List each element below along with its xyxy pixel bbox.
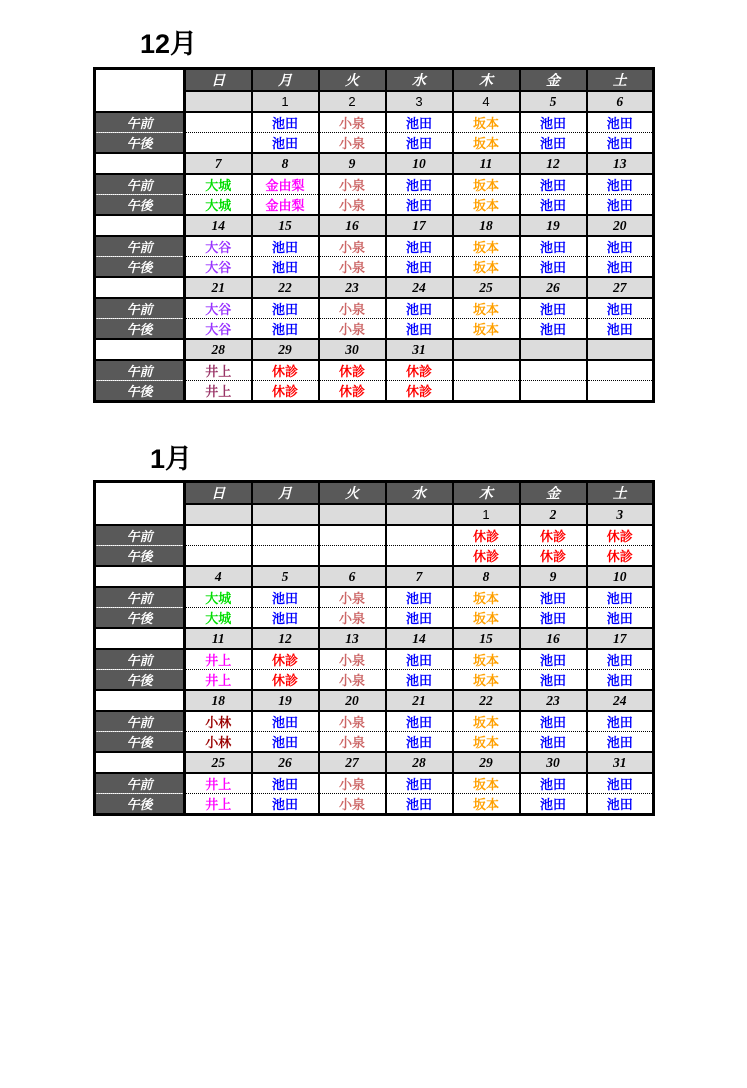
schedule-cell: 池田 — [587, 195, 654, 216]
date-cell: 29 — [252, 339, 319, 360]
schedule-cell: 池田 — [587, 649, 654, 670]
schedule-cell: 池田 — [587, 670, 654, 691]
schedule-cell: 坂本 — [453, 608, 520, 629]
date-cell — [453, 339, 520, 360]
schedule-cell: 小林 — [185, 711, 252, 732]
date-cell: 6 — [587, 91, 654, 112]
date-cell: 28 — [386, 752, 453, 773]
schedule-cell — [386, 546, 453, 567]
week-label-cell — [95, 339, 185, 360]
schedule-body — [95, 69, 654, 402]
schedule-cell: 池田 — [587, 133, 654, 154]
schedule-table — [93, 480, 655, 816]
schedule-cell: 坂本 — [453, 711, 520, 732]
pm-label: 午後 — [95, 608, 185, 629]
date-cell: 6 — [319, 566, 386, 587]
pm-label: 午後 — [95, 257, 185, 278]
pm-label: 午後 — [95, 319, 185, 340]
schedule-cell: 池田 — [520, 773, 587, 794]
am-row — [95, 112, 654, 133]
date-cell: 3 — [386, 91, 453, 112]
date-cell: 31 — [587, 752, 654, 773]
date-row — [95, 153, 654, 174]
am-row — [95, 773, 654, 794]
schedule-cell: 小泉 — [319, 649, 386, 670]
schedule-cell: 小泉 — [319, 236, 386, 257]
schedule-cell: 池田 — [252, 319, 319, 340]
am-row — [95, 174, 654, 195]
date-cell: 15 — [453, 628, 520, 649]
schedule-cell: 小林 — [185, 732, 252, 753]
schedule-cell — [520, 360, 587, 381]
date-cell — [185, 504, 252, 525]
schedule-cell: 休診 — [252, 649, 319, 670]
schedule-cell: 坂本 — [453, 670, 520, 691]
schedule-cell: 坂本 — [453, 112, 520, 133]
date-cell: 7 — [185, 153, 252, 174]
week-label-cell — [95, 752, 185, 773]
schedule-cell: 休診 — [386, 381, 453, 402]
schedule-cell — [587, 381, 654, 402]
schedule-cell: 池田 — [520, 112, 587, 133]
day-header: 金 — [520, 482, 587, 505]
schedule-cell: 池田 — [520, 133, 587, 154]
schedule-cell: 小泉 — [319, 794, 386, 815]
schedule-cell — [319, 525, 386, 546]
pm-label: 午後 — [95, 794, 185, 815]
date-cell: 23 — [520, 690, 587, 711]
date-row — [95, 628, 654, 649]
schedule-cell — [453, 360, 520, 381]
am-label: 午前 — [95, 360, 185, 381]
schedule-cell: 小泉 — [319, 112, 386, 133]
schedule-cell: 池田 — [587, 711, 654, 732]
week-label-cell — [95, 628, 185, 649]
schedule-cell: 池田 — [386, 711, 453, 732]
schedule-cell: 井上 — [185, 794, 252, 815]
schedule-cell: 休診 — [252, 381, 319, 402]
schedule-cell: 大谷 — [185, 319, 252, 340]
day-header: 木 — [453, 482, 520, 505]
week-label-cell — [95, 690, 185, 711]
date-cell: 17 — [587, 628, 654, 649]
day-header: 金 — [520, 69, 587, 92]
date-row — [95, 215, 654, 236]
schedule-cell — [252, 546, 319, 567]
date-cell: 5 — [252, 566, 319, 587]
pm-label: 午後 — [95, 546, 185, 567]
date-cell: 24 — [587, 690, 654, 711]
schedule-cell: 坂本 — [453, 587, 520, 608]
am-row — [95, 587, 654, 608]
schedule-cell: 池田 — [252, 587, 319, 608]
am-row — [95, 298, 654, 319]
schedule-cell: 井上 — [185, 649, 252, 670]
schedule-cell: 休診 — [453, 525, 520, 546]
am-row — [95, 711, 654, 732]
schedule-cell: 小泉 — [319, 257, 386, 278]
schedule-cell: 池田 — [252, 112, 319, 133]
day-header: 土 — [587, 482, 654, 505]
schedule-cell — [185, 525, 252, 546]
schedule-cell: 休診 — [386, 360, 453, 381]
schedule-cell: 池田 — [520, 670, 587, 691]
schedule-cell: 坂本 — [453, 319, 520, 340]
pm-row — [95, 257, 654, 278]
day-header: 日 — [185, 482, 252, 505]
pm-row — [95, 319, 654, 340]
schedule-cell: 小泉 — [319, 587, 386, 608]
date-cell: 13 — [587, 153, 654, 174]
schedule-cell: 池田 — [520, 236, 587, 257]
schedule-cell: 小泉 — [319, 133, 386, 154]
schedule-cell: 小泉 — [319, 319, 386, 340]
schedule-cell: 池田 — [386, 112, 453, 133]
day-header: 水 — [386, 69, 453, 92]
date-cell: 19 — [252, 690, 319, 711]
corner-cell — [95, 482, 185, 526]
date-cell: 4 — [185, 566, 252, 587]
date-cell: 4 — [453, 91, 520, 112]
date-cell: 24 — [386, 277, 453, 298]
schedule-cell: 大城 — [185, 608, 252, 629]
date-cell: 26 — [252, 752, 319, 773]
date-cell: 27 — [319, 752, 386, 773]
schedule-cell: 休診 — [319, 381, 386, 402]
date-cell: 1 — [453, 504, 520, 525]
schedule-cell: 坂本 — [453, 257, 520, 278]
schedule-cell: 池田 — [252, 133, 319, 154]
schedule-cell — [386, 525, 453, 546]
schedule-cell: 池田 — [386, 773, 453, 794]
schedule-cell: 小泉 — [319, 732, 386, 753]
pm-label: 午後 — [95, 670, 185, 691]
schedule-cell: 井上 — [185, 773, 252, 794]
date-cell: 17 — [386, 215, 453, 236]
schedule-cell: 池田 — [587, 236, 654, 257]
date-cell — [386, 504, 453, 525]
am-label: 午前 — [95, 711, 185, 732]
schedule-cell: 坂本 — [453, 298, 520, 319]
date-cell: 7 — [386, 566, 453, 587]
am-row — [95, 360, 654, 381]
week-label-cell — [95, 215, 185, 236]
date-cell: 12 — [252, 628, 319, 649]
week-label-cell — [95, 277, 185, 298]
date-cell: 20 — [587, 215, 654, 236]
date-row — [95, 277, 654, 298]
schedule-cell — [185, 112, 252, 133]
schedule-cell: 池田 — [587, 773, 654, 794]
pm-row — [95, 608, 654, 629]
date-cell: 12 — [520, 153, 587, 174]
schedule-cell: 池田 — [252, 298, 319, 319]
schedule-cell: 池田 — [520, 174, 587, 195]
schedule-cell — [453, 381, 520, 402]
pm-row — [95, 794, 654, 815]
date-cell: 11 — [185, 628, 252, 649]
date-cell: 22 — [453, 690, 520, 711]
pm-row — [95, 546, 654, 567]
schedule-cell: 坂本 — [453, 773, 520, 794]
schedule-cell: 池田 — [386, 195, 453, 216]
schedule-cell: 坂本 — [453, 174, 520, 195]
date-cell: 21 — [386, 690, 453, 711]
schedule-cell: 小泉 — [319, 298, 386, 319]
date-cell: 26 — [520, 277, 587, 298]
schedule-cell: 小泉 — [319, 773, 386, 794]
date-cell: 21 — [185, 277, 252, 298]
calendar-title: 1月 — [150, 444, 193, 474]
schedule-cell: 小泉 — [319, 711, 386, 732]
date-cell: 30 — [319, 339, 386, 360]
schedule-cell: 池田 — [520, 732, 587, 753]
schedule-cell: 池田 — [386, 670, 453, 691]
schedule-cell: 大谷 — [185, 298, 252, 319]
schedule-cell: 小泉 — [319, 174, 386, 195]
pm-row — [95, 732, 654, 753]
schedule-cell: 休診 — [587, 525, 654, 546]
schedule-cell: 井上 — [185, 360, 252, 381]
schedule-cell: 大谷 — [185, 236, 252, 257]
schedule-cell: 池田 — [386, 649, 453, 670]
schedule-cell: 池田 — [520, 608, 587, 629]
am-row — [95, 525, 654, 546]
date-cell: 10 — [386, 153, 453, 174]
header-row — [95, 69, 654, 92]
date-cell: 25 — [453, 277, 520, 298]
date-cell: 25 — [185, 752, 252, 773]
schedule-cell: 池田 — [386, 236, 453, 257]
calendar-title: 12月 — [140, 29, 198, 59]
schedule-cell: 坂本 — [453, 794, 520, 815]
date-cell: 16 — [319, 215, 386, 236]
schedule-cell: 休診 — [252, 360, 319, 381]
schedule-cell: 池田 — [252, 711, 319, 732]
schedule-cell: 池田 — [587, 112, 654, 133]
schedule-cell: 井上 — [185, 381, 252, 402]
schedule-cell: 池田 — [252, 732, 319, 753]
schedule-cell: 池田 — [386, 133, 453, 154]
schedule-cell: 池田 — [386, 257, 453, 278]
schedule-cell: 池田 — [587, 587, 654, 608]
date-row — [95, 566, 654, 587]
schedule-cell: 休診 — [520, 525, 587, 546]
schedule-cell: 休診 — [252, 670, 319, 691]
schedule-cell: 坂本 — [453, 133, 520, 154]
day-header: 火 — [319, 69, 386, 92]
schedule-cell: 池田 — [386, 794, 453, 815]
date-cell: 31 — [386, 339, 453, 360]
date-cell: 13 — [319, 628, 386, 649]
header-row — [95, 482, 654, 505]
day-header: 土 — [587, 69, 654, 92]
schedule-cell: 大城 — [185, 174, 252, 195]
am-label: 午前 — [95, 773, 185, 794]
date-cell: 1 — [252, 91, 319, 112]
schedule-cell: 池田 — [386, 319, 453, 340]
schedule-cell: 坂本 — [453, 236, 520, 257]
date-cell: 14 — [185, 215, 252, 236]
schedule-cell: 金由梨 — [252, 174, 319, 195]
date-cell: 20 — [319, 690, 386, 711]
date-row — [95, 752, 654, 773]
schedule-body — [95, 482, 654, 815]
date-cell: 11 — [453, 153, 520, 174]
date-row — [95, 690, 654, 711]
day-header: 月 — [252, 482, 319, 505]
date-cell — [587, 339, 654, 360]
day-header: 水 — [386, 482, 453, 505]
schedule-cell: 池田 — [386, 174, 453, 195]
schedule-cell: 池田 — [520, 649, 587, 670]
schedule-cell: 池田 — [520, 319, 587, 340]
date-cell: 19 — [520, 215, 587, 236]
date-cell — [319, 504, 386, 525]
schedule-cell — [185, 133, 252, 154]
schedule-cell: 池田 — [587, 732, 654, 753]
pm-row — [95, 670, 654, 691]
date-cell: 30 — [520, 752, 587, 773]
schedule-cell: 坂本 — [453, 649, 520, 670]
schedule-cell: 休診 — [520, 546, 587, 567]
schedule-cell: 池田 — [386, 732, 453, 753]
am-label: 午前 — [95, 174, 185, 195]
schedule-cell — [319, 546, 386, 567]
pm-label: 午後 — [95, 732, 185, 753]
date-cell: 16 — [520, 628, 587, 649]
schedule-cell: 池田 — [587, 298, 654, 319]
schedule-cell — [587, 360, 654, 381]
date-cell: 9 — [520, 566, 587, 587]
month-calendar — [0, 445, 747, 816]
schedule-cell: 池田 — [520, 587, 587, 608]
schedule-cell — [520, 381, 587, 402]
schedule-cell: 池田 — [587, 174, 654, 195]
schedule-cell: 大城 — [185, 195, 252, 216]
schedule-cell: 池田 — [252, 608, 319, 629]
date-row — [95, 339, 654, 360]
schedule-cell: 金由梨 — [252, 195, 319, 216]
schedule-cell: 池田 — [252, 236, 319, 257]
schedule-cell: 池田 — [252, 794, 319, 815]
day-header: 日 — [185, 69, 252, 92]
date-cell: 27 — [587, 277, 654, 298]
schedule-cell: 池田 — [386, 608, 453, 629]
schedule-cell: 坂本 — [453, 732, 520, 753]
date-cell: 18 — [453, 215, 520, 236]
schedule-cell: 休診 — [587, 546, 654, 567]
month-calendar — [0, 30, 747, 403]
pm-label: 午後 — [95, 133, 185, 154]
date-cell: 5 — [520, 91, 587, 112]
schedule-cell: 池田 — [520, 195, 587, 216]
schedule-cell: 大城 — [185, 587, 252, 608]
date-cell: 2 — [520, 504, 587, 525]
date-cell: 23 — [319, 277, 386, 298]
am-row — [95, 236, 654, 257]
date-cell: 28 — [185, 339, 252, 360]
am-row — [95, 649, 654, 670]
schedule-cell: 池田 — [520, 711, 587, 732]
pm-label: 午後 — [95, 381, 185, 402]
date-cell: 14 — [386, 628, 453, 649]
date-cell — [520, 339, 587, 360]
schedule-cell: 休診 — [319, 360, 386, 381]
pm-row — [95, 195, 654, 216]
am-label: 午前 — [95, 298, 185, 319]
pm-row — [95, 381, 654, 402]
schedule-cell: 池田 — [386, 587, 453, 608]
schedule-cell: 大谷 — [185, 257, 252, 278]
date-cell — [185, 91, 252, 112]
week-label-cell — [95, 153, 185, 174]
pm-label: 午後 — [95, 195, 185, 216]
schedule-page — [0, 30, 747, 816]
schedule-cell: 井上 — [185, 670, 252, 691]
schedule-cell: 小泉 — [319, 670, 386, 691]
schedule-cell: 池田 — [520, 794, 587, 815]
date-cell: 18 — [185, 690, 252, 711]
schedule-cell: 池田 — [252, 773, 319, 794]
day-header: 月 — [252, 69, 319, 92]
schedule-cell — [252, 525, 319, 546]
date-cell: 29 — [453, 752, 520, 773]
schedule-cell: 小泉 — [319, 195, 386, 216]
date-cell: 10 — [587, 566, 654, 587]
schedule-cell: 小泉 — [319, 608, 386, 629]
date-cell: 22 — [252, 277, 319, 298]
week-label-cell — [95, 566, 185, 587]
date-cell: 9 — [319, 153, 386, 174]
schedule-cell: 池田 — [520, 298, 587, 319]
schedule-cell: 坂本 — [453, 195, 520, 216]
date-cell: 8 — [252, 153, 319, 174]
schedule-table — [93, 67, 655, 403]
date-cell: 15 — [252, 215, 319, 236]
date-cell — [252, 504, 319, 525]
schedule-cell: 池田 — [587, 257, 654, 278]
am-label: 午前 — [95, 112, 185, 133]
am-label: 午前 — [95, 236, 185, 257]
schedule-cell: 池田 — [252, 257, 319, 278]
am-label: 午前 — [95, 525, 185, 546]
schedule-cell: 池田 — [587, 794, 654, 815]
schedule-cell: 池田 — [386, 298, 453, 319]
pm-row — [95, 133, 654, 154]
am-label: 午前 — [95, 587, 185, 608]
schedule-cell — [185, 546, 252, 567]
am-label: 午前 — [95, 649, 185, 670]
schedule-cell: 池田 — [520, 257, 587, 278]
day-header: 木 — [453, 69, 520, 92]
schedule-cell: 休診 — [453, 546, 520, 567]
day-header: 火 — [319, 482, 386, 505]
date-cell: 8 — [453, 566, 520, 587]
date-cell: 2 — [319, 91, 386, 112]
corner-cell — [95, 69, 185, 113]
date-cell: 3 — [587, 504, 654, 525]
schedule-cell: 池田 — [587, 608, 654, 629]
schedule-cell: 池田 — [587, 319, 654, 340]
